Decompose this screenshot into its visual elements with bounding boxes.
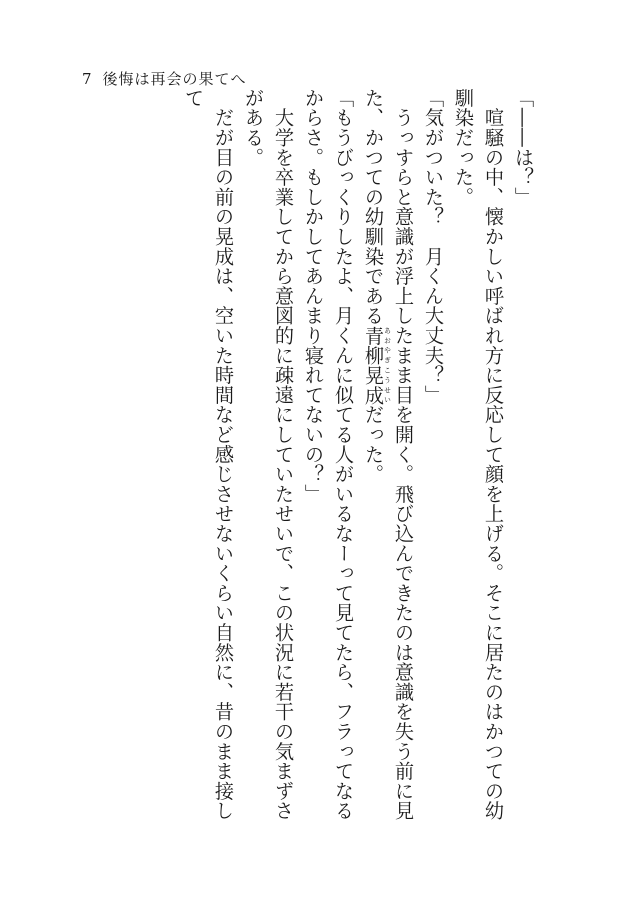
chapter-number: 7 — [82, 70, 93, 88]
paragraph-narration-1: 喧騒の中、懐かしい呼ばれ方に反応して顔を上げる。そこに居たのはかつての幼馴染だった。 — [452, 88, 505, 821]
paragraph-dialogue-1: 「――は？」 — [512, 88, 535, 207]
paragraph-narration-2 — [358, 88, 418, 828]
name-ruby — [362, 325, 392, 405]
narration-2-after: だった。 — [362, 404, 385, 485]
chapter-title: 後悔は再会の果てへ — [102, 70, 247, 88]
paragraph-narration-4: だが目の前の晃成は、空いた時間など感じさせないくらい自然に、昔のまま接して — [182, 88, 235, 821]
running-header — [82, 68, 247, 89]
ruby-base: 青柳晃成 — [362, 325, 385, 405]
vertical-body-text — [108, 88, 538, 828]
paragraph-dialogue-3: 「もうびっくりしたよ、月くんに似てる人がいるなーって見てたら、フラってなるからさ。もしかしてあんまり寝れてないの？」 — [302, 88, 355, 821]
narration-2-before: うっすらと意識が浮上したまま目を開く。飛び込んできたのは意識を失う前に見た、かつての幼馴染である — [362, 88, 415, 821]
paragraph-dialogue-2: 「気がついた？ 月くん大丈夫？」 — [422, 88, 445, 405]
ruby-reading: あおやぎこうせい — [383, 325, 392, 405]
paragraph-narration-3: 大学を卒業してから意図的に疎遠にしていたせいで、この状況に若干の気まずさがある。 — [242, 88, 295, 821]
